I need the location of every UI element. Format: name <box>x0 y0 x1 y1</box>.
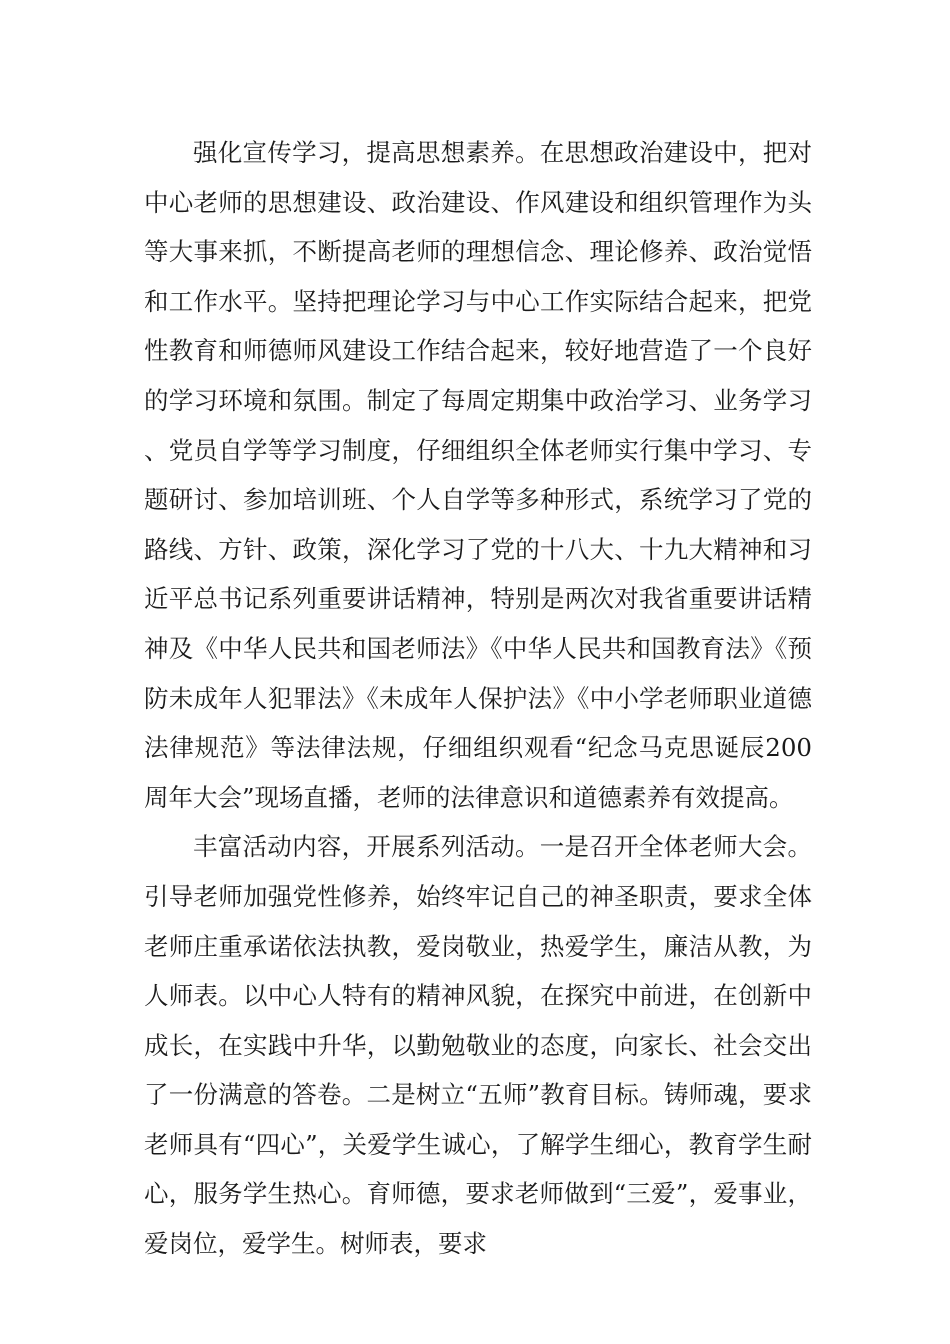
document-body <box>144 128 812 1269</box>
paragraph-study-promotion: 强化宣传学习，提高思想素养。在思想政治建设中，把对中心老师的思想建设、政治建设、作风建设和组织管理作为头等大事来抓，不断提高老师的理想信念、理论修养、政治觉悟和工作水平。坚持把理论学习与中心工作实际结合起来，把党性教育和师德师风建设工作结合起来，较好地营造了一个良好的学习环境和氛围。制定了每周定期集中政治学习、业务学习、党员自学等学习制度，仔细组织全体老师实行集中学习、专题研讨、参加培训班、个人自学等多种形式，系统学习了党的路线、方针、政策，深化学习了党的十八大、十九大精神和习近平总书记系列重要讲话精神，特别是两次对我省重要讲话精神及《中华人民共和国老师法》《中华人民共和国教育法》《预防未成年人犯罪法》《未成年人保护法》《中小学老师职业道德法律规范》等法律法规，仔细组织观看“纪念马克思诞辰200周年大会”现场直播，老师的法律意识和道德素养有效提高。 <box>144 138 812 812</box>
paragraph-activities: 丰富活动内容，开展系列活动。一是召开全体老师大会。引导老师加强党性修养，始终牢记自己的神圣职责，要求全体老师庄重承诺依法执教，爱岗敬业，热爱学生，廉洁从教，为人师表。以中心人特有的精神风貌，在探究中前进，在创新中成长，在实践中升华，以勤勉敬业的态度，向家长、社会交出了一份满意的答卷。二是树立“五师”教育目标。铸师魂，要求老师具有“四心”，关爱学生诚心，了解学生细心，教育学生耐心，服务学生热心。育师德，要求老师做到“三爱”，爱事业，爱岗位，爱学生。树师表，要求 <box>144 832 812 1259</box>
